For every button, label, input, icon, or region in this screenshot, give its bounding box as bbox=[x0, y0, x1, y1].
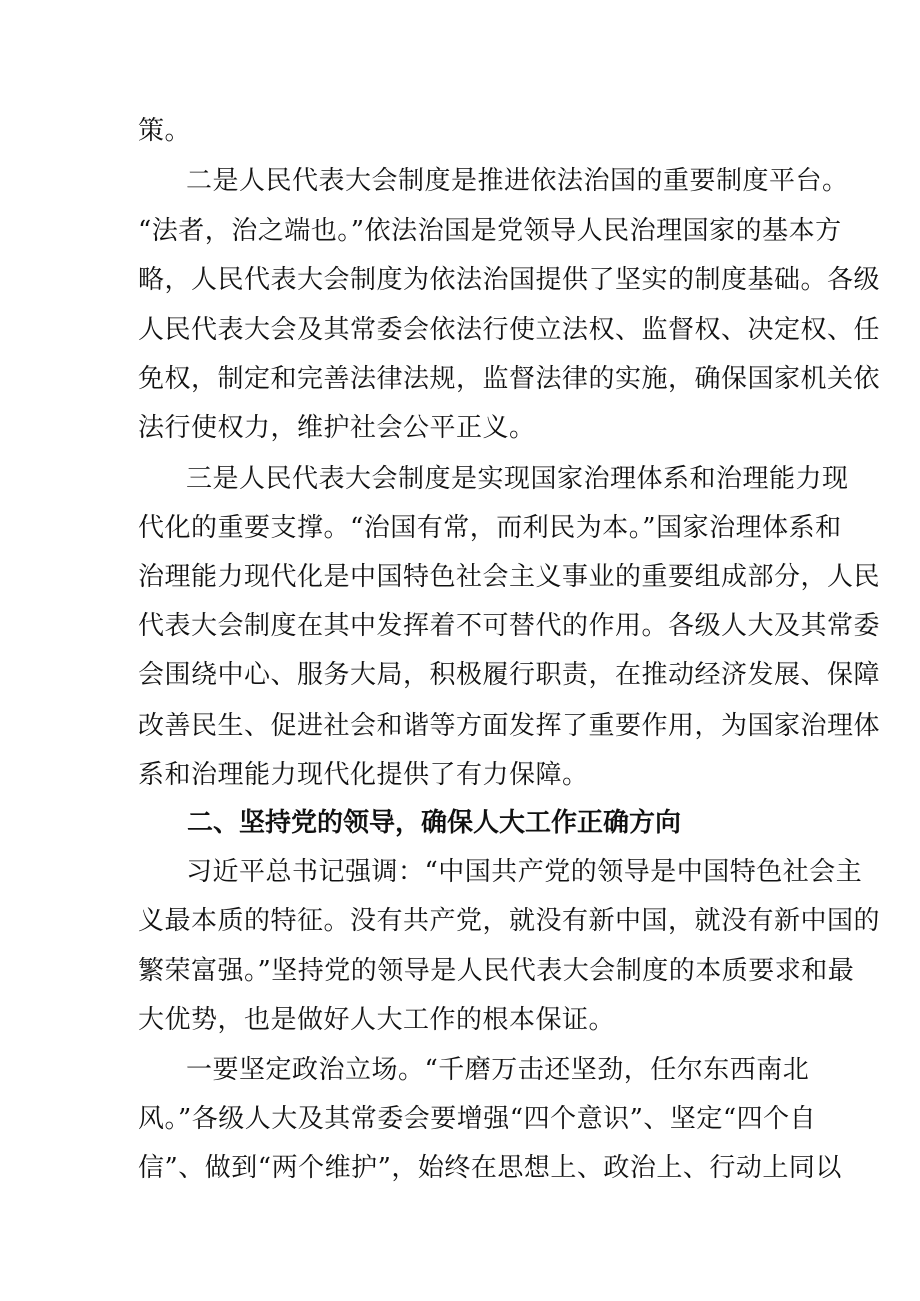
text-line: 策。 bbox=[138, 116, 192, 146]
text-line: 风。”各级人大及其常委会要增强“四个意识”、坚定“四个自 bbox=[138, 1104, 817, 1134]
text-line: 代表大会制度在其中发挥着不可替代的作用。各级人大及其常委 bbox=[138, 611, 881, 641]
text-line: 代化的重要支撑。“治国有常，而利民为本。”国家治理体系和 bbox=[138, 513, 842, 543]
text-line: “法者，治之端也。”依法治国是党领导人民治理国家的基本方 bbox=[138, 216, 842, 246]
section-heading: 二、坚持党的领导，确保人大工作正确方向 bbox=[187, 808, 682, 838]
text-line: 系和治理能力现代化提供了有力保障。 bbox=[138, 760, 589, 790]
text-line: 大优势，也是做好人大工作的根本保证。 bbox=[138, 1005, 616, 1035]
paragraph-start-line: 一要坚定政治立场。“千磨万击还坚劲，任尔东西南北 bbox=[186, 1055, 810, 1085]
text-line: 繁荣富强。”坚持党的领导是人民代表大会制度的本质要求和最 bbox=[138, 956, 855, 986]
text-line: 治理能力现代化是中国特色社会主义事业的重要组成部分，人民 bbox=[138, 562, 881, 592]
paragraph-start-line: 三是人民代表大会制度是实现国家治理体系和治理能力现 bbox=[186, 464, 849, 494]
text-line: 义最本质的特征。没有共产党，就没有新中国，就没有新中国的 bbox=[138, 906, 881, 936]
text-line: 人民代表大会及其常委会依法行使立法权、监督权、决定权、任 bbox=[138, 315, 881, 345]
text-line: 改善民生、促进社会和谐等方面发挥了重要作用，为国家治理体 bbox=[138, 711, 881, 741]
paragraph-start-line: 习近平总书记强调：“中国共产党的领导是中国特色社会主 bbox=[186, 857, 863, 887]
paragraph-start-line: 二是人民代表大会制度是推进依法治国的重要制度平台。 bbox=[186, 166, 849, 196]
text-line: 免权，制定和完善法律法规，监督法律的实施，确保国家机关依 bbox=[138, 364, 881, 394]
text-line: 信”、做到“两个维护”，始终在思想上、政治上、行动上同以 bbox=[138, 1153, 842, 1183]
text-line: 会围绕中心、服务大局，积极履行职责，在推动经济发展、保障 bbox=[138, 660, 881, 690]
text-line: 法行使权力，维护社会公平正义。 bbox=[138, 413, 536, 443]
text-line: 略，人民代表大会制度为依法治国提供了坚实的制度基础。各级 bbox=[138, 265, 881, 295]
